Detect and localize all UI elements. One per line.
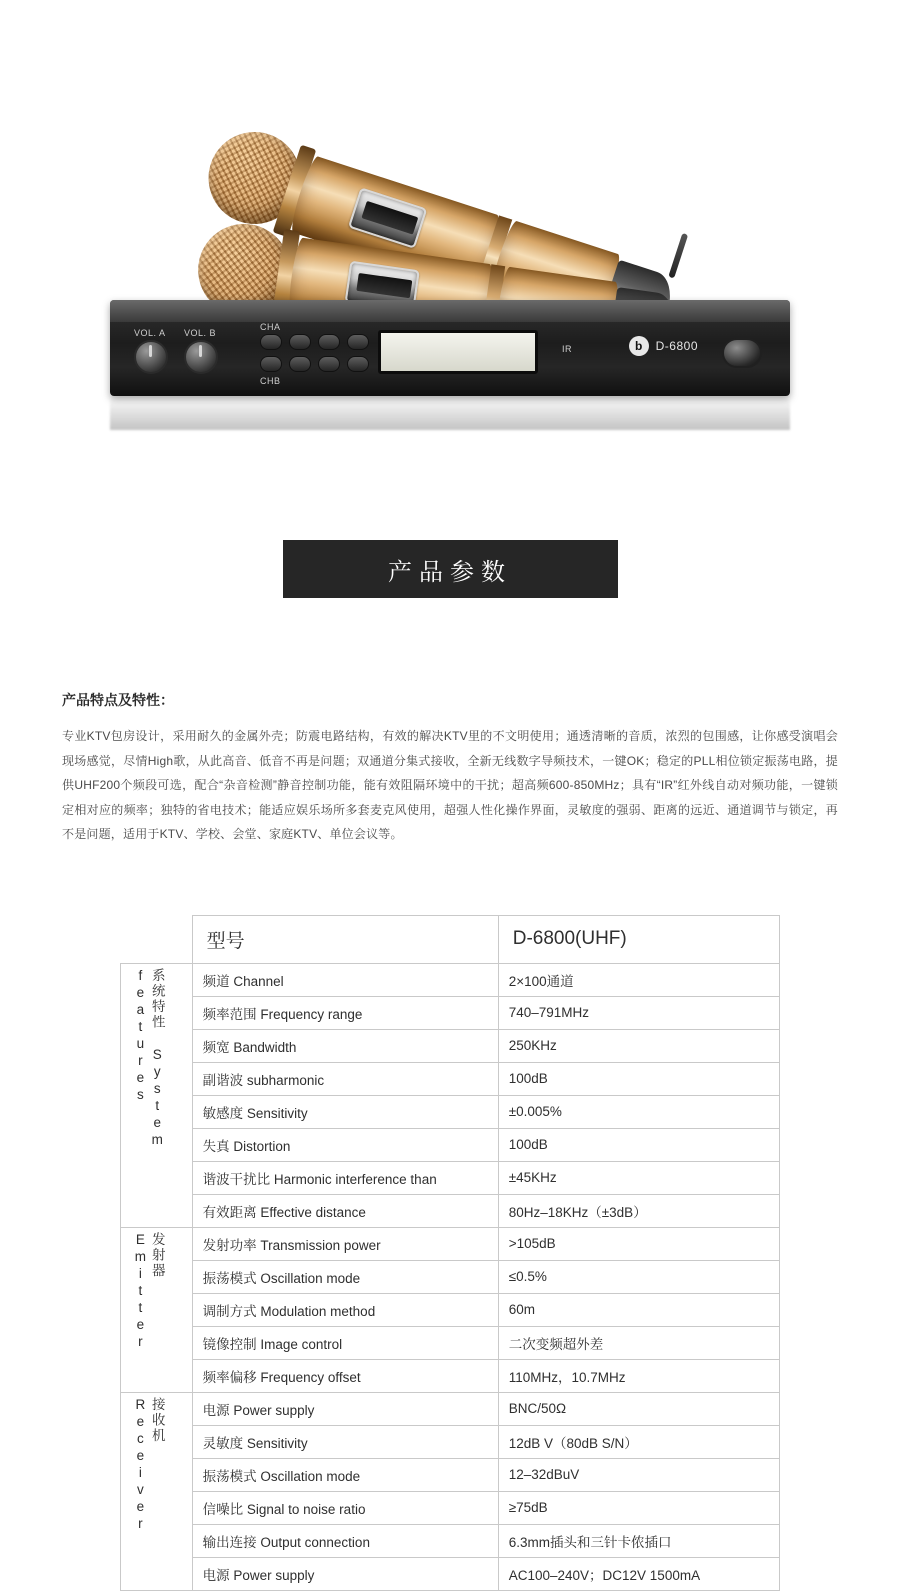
spec-table-row [121, 1029, 780, 1062]
channel-b-label: CHB [260, 376, 281, 386]
spec-row-name: 镜像控制 Image control [192, 1326, 498, 1359]
spec-row-name: 电源 Power supply [192, 1392, 498, 1425]
spec-row-value: 60m [498, 1293, 779, 1326]
features-section [62, 690, 838, 847]
spec-table-row [121, 996, 780, 1029]
receiver-top-edge [110, 300, 790, 322]
spec-table-row [121, 1359, 780, 1392]
brand-mark-icon: b [629, 336, 649, 356]
power-knob [722, 338, 762, 368]
receiver-unit [110, 300, 790, 396]
brand-logo [629, 336, 698, 356]
receiver-button [289, 334, 311, 350]
spec-row-name: 频宽 Bandwidth [192, 1029, 498, 1062]
spec-row-name: 灵敏度 Sensitivity [192, 1425, 498, 1458]
ir-label: IR [562, 344, 572, 354]
spec-row-value: 2×100通道 [498, 963, 779, 996]
spec-group-label-text: 发射器 Emitter [132, 1232, 165, 1352]
product-hero-image [0, 0, 900, 430]
spec-row-value: 100dB [498, 1062, 779, 1095]
volume-b-knob [184, 340, 218, 374]
spec-row-value: 二次变频超外差 [498, 1326, 779, 1359]
spec-row-name: 调制方式 Modulation method [192, 1293, 498, 1326]
section-banner: 产品参数 [283, 540, 618, 598]
spec-table-row [121, 1425, 780, 1458]
receiver-reflection [110, 396, 790, 430]
volume-b-label: VOL. B [184, 328, 217, 338]
spec-group-label-text: 系统特性 System features [132, 968, 165, 1150]
spec-table-header-row [121, 915, 780, 963]
spec-header-name: 型号 [192, 915, 498, 963]
receiver-button [347, 356, 369, 372]
receiver-button [260, 356, 282, 372]
volume-a-knob [134, 340, 168, 374]
spec-table-row [121, 1392, 780, 1425]
receiver-button [289, 356, 311, 372]
spec-row-value: ≥75dB [498, 1491, 779, 1524]
spec-table-row [121, 1227, 780, 1260]
spec-group-label [121, 1392, 193, 1590]
spec-row-name: 谐波干扰比 Harmonic interference than [192, 1161, 498, 1194]
receiver-button [318, 356, 340, 372]
spec-row-value: ≤0.5% [498, 1260, 779, 1293]
spec-row-name: 振荡模式 Oscillation mode [192, 1260, 498, 1293]
spec-header-value: D-6800(UHF) [498, 915, 779, 963]
spec-table-row [121, 1293, 780, 1326]
receiver-button [347, 334, 369, 350]
spec-table-row [121, 1161, 780, 1194]
mic-lcd [356, 273, 412, 298]
spec-row-name: 有效距离 Effective distance [192, 1194, 498, 1227]
spec-table-row [121, 1557, 780, 1590]
channel-a-label: CHA [260, 322, 281, 332]
spec-table-row [121, 1326, 780, 1359]
spec-row-name: 发射功率 Transmission power [192, 1227, 498, 1260]
spec-row-value: >105dB [498, 1227, 779, 1260]
spec-row-name: 频率偏移 Frequency offset [192, 1359, 498, 1392]
spec-table-row [121, 1062, 780, 1095]
section-banner-wrap [0, 540, 900, 598]
spec-row-name: 失真 Distortion [192, 1128, 498, 1161]
mic-antenna [668, 233, 688, 279]
spec-row-name: 频率范围 Frequency range [192, 996, 498, 1029]
spec-table [120, 915, 780, 1591]
spec-row-value: 740–791MHz [498, 996, 779, 1029]
spec-table-row [121, 1260, 780, 1293]
spec-row-name: 信噪比 Signal to noise ratio [192, 1491, 498, 1524]
spec-row-value: 12–32dBuV [498, 1458, 779, 1491]
spec-row-value: BNC/50Ω [498, 1392, 779, 1425]
features-body: 专业KTV包房设计，采用耐久的金属外壳；防震电路结构，有效的解决KTV里的不文明使用；通透清晰的音质，浓烈的包围感，让你感受演唱会现场感觉，尽情High歌，从此高音、低音不再是问题；双通道分集式接收，全新无线数字导频技术，一键OK；稳定的PLL相位锁定振荡电路，提供UHF200个频段可选，配合“杂音检测”静音控制功能，能有效阻隔环境中的干扰；超高频600-850MHz；具有“IR”红外线自动对频功能，一键锁定相对应的频率；独特的省电技术；能适应娱乐场所多套麦克风使用，超强人性化操作界面，灵敏度的强弱、距离的远近、通道调节与锁定，再不是问题，适用于KTV、学校、会堂、家庭KTV、单位会议等。 [62, 729, 838, 842]
spec-row-value: 80Hz–18KHz（±3dB） [498, 1194, 779, 1227]
spec-row-value: 110MHz，10.7MHz [498, 1359, 779, 1392]
spec-table-row [121, 1524, 780, 1557]
spec-group-label-text: 接收机 Receiver [132, 1397, 165, 1534]
spec-row-value: ±45KHz [498, 1161, 779, 1194]
spec-table-row [121, 1458, 780, 1491]
receiver-model-label: D-6800 [655, 339, 698, 353]
spec-table-row [121, 963, 780, 996]
spec-row-name: 电源 Power supply [192, 1557, 498, 1590]
receiver-button-grid [260, 334, 369, 372]
spec-group-label [121, 963, 193, 1227]
spec-row-value: 6.3mm插头和三针卡侬插口 [498, 1524, 779, 1557]
spec-table-wrap [120, 915, 780, 1591]
spec-table-row [121, 1491, 780, 1524]
spec-row-name: 频道 Channel [192, 963, 498, 996]
spec-row-name: 副谐波 subharmonic [192, 1062, 498, 1095]
spec-row-name: 敏感度 Sensitivity [192, 1095, 498, 1128]
spec-row-value: 100dB [498, 1128, 779, 1161]
features-heading: 产品特点及特性： [62, 692, 174, 708]
spec-row-value: ±0.005% [498, 1095, 779, 1128]
spec-table-row [121, 1128, 780, 1161]
spec-group-label [121, 1227, 193, 1392]
receiver-lcd-display [378, 330, 538, 374]
spec-row-value: AC100–240V；DC12V 1500mA [498, 1557, 779, 1590]
spec-corner-cell [121, 915, 193, 963]
spec-row-name: 输出连接 Output connection [192, 1524, 498, 1557]
spec-table-row [121, 1095, 780, 1128]
spec-row-value: 250KHz [498, 1029, 779, 1062]
spec-row-value: 12dB V（80dB S/N） [498, 1425, 779, 1458]
spec-table-row [121, 1194, 780, 1227]
receiver-button [260, 334, 282, 350]
volume-a-label: VOL. A [134, 328, 166, 338]
receiver-button [318, 334, 340, 350]
spec-row-name: 振荡模式 Oscillation mode [192, 1458, 498, 1491]
mic-lcd [361, 201, 418, 235]
